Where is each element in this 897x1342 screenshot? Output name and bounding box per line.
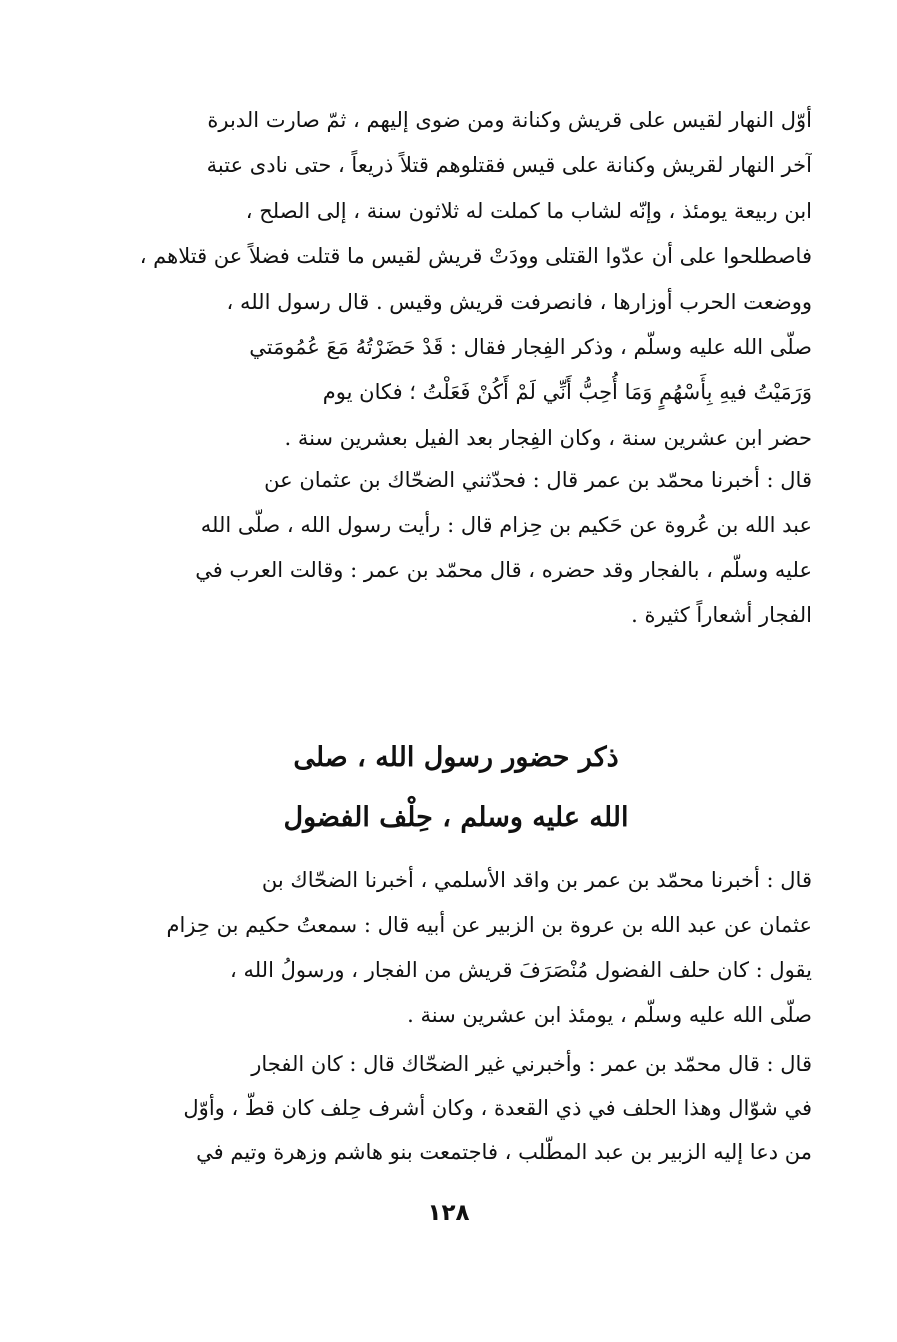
paragraph-hakim-narration — [100, 458, 812, 638]
text-line: من دعا إليه الزبير بن عبد المطّلب ، فاجتمعت بنو هاشم وزهرة وتيم في — [196, 1140, 812, 1164]
text-line: قال : قال محمّد بن عمر : وأخبرني غير الضحّاك قال : كان الفجار — [251, 1052, 812, 1076]
text-line: وَرَمَيْتُ فيهِ بِأَسْهُمٍ وَمَا أُحِبُّ أَنِّي لَمْ أَكُنْ فَعَلْتُ ؛ فكان يوم — [322, 380, 812, 405]
text-line: صلّى الله عليه وسلّم ، وذكر الفِجار فقال : قَدْ حَضَرْتُهُ مَعَ عُمُومَتي — [249, 334, 812, 359]
text-line: ووضعت الحرب أوزارها ، فانصرفت قريش وقيس . قال رسول الله ، — [226, 289, 812, 314]
text-line: عثمان عن عبد الله بن عروة بن الزبير عن أبيه قال : سمعتُ حكيم بن حِزام — [166, 913, 812, 937]
text-line: ابن ربيعة يومئذ ، وإنّه لشاب ما كملت له ثلاثون سنة ، إلى الصلح ، — [245, 198, 812, 223]
text-line: قال : أخبرنا محمّد بن عمر بن واقد الأسلمي ، أخبرنا الضحّاك بن — [261, 868, 812, 892]
heading-line: الله عليه وسلم ، حِلْف الفضول — [283, 802, 629, 833]
text-line: الفجار أشعاراً كثيرة . — [631, 603, 812, 627]
text-line: يقول : كان حلف الفضول مُنْصَرَفَ قريش من الفجار ، ورسولُ الله ، — [230, 958, 812, 982]
text-line: عليه وسلّم ، بالفجار وقد حضره ، قال محمّد بن عمر : وقالت العرب في — [195, 558, 812, 582]
text-line: في شوّال وهذا الحلف في ذي القعدة ، وكان أشرف حِلف كان قطّ ، وأوّل — [183, 1096, 812, 1120]
heading-line: ذكر حضور رسول الله ، صلى — [293, 742, 619, 773]
section-heading — [100, 728, 812, 848]
text-line: صلّى الله عليه وسلّم ، يومئذ ابن عشرين سنة . — [407, 1003, 812, 1027]
text-line: آخر النهار لقريش وكنانة على قيس فقتلوهم قتلاً ذريعاً ، حتى نادى عتبة — [206, 153, 812, 178]
text-line: عبد الله بن عُروة عن حَكيم بن حِزام قال : رأيت رسول الله ، صلّى الله — [200, 513, 812, 537]
text-line: حضر ابن عشرين سنة ، وكان الفِجار بعد الفيل بعشرين سنة . — [284, 425, 812, 450]
paragraph-hilf-al-fudul — [100, 858, 812, 1038]
text-line: فاصطلحوا على أن عدّوا القتلى وودَتْ قريش لقيس ما قتلت فضلاً عن قتلاهم ، — [139, 244, 812, 269]
paragraph-fijar-battle — [100, 98, 812, 461]
text-line: قال : أخبرنا محمّد بن عمر قال : فحدّثني الضحّاك بن عثمان عن — [264, 468, 812, 492]
page-number: ١٢٨ — [427, 1200, 470, 1226]
paragraph-shawwal — [100, 1042, 812, 1174]
text-line: أوّل النهار لقيس على قريش وكنانة ومن ضوى إليهم ، ثمّ صارت الدبرة — [207, 108, 812, 132]
